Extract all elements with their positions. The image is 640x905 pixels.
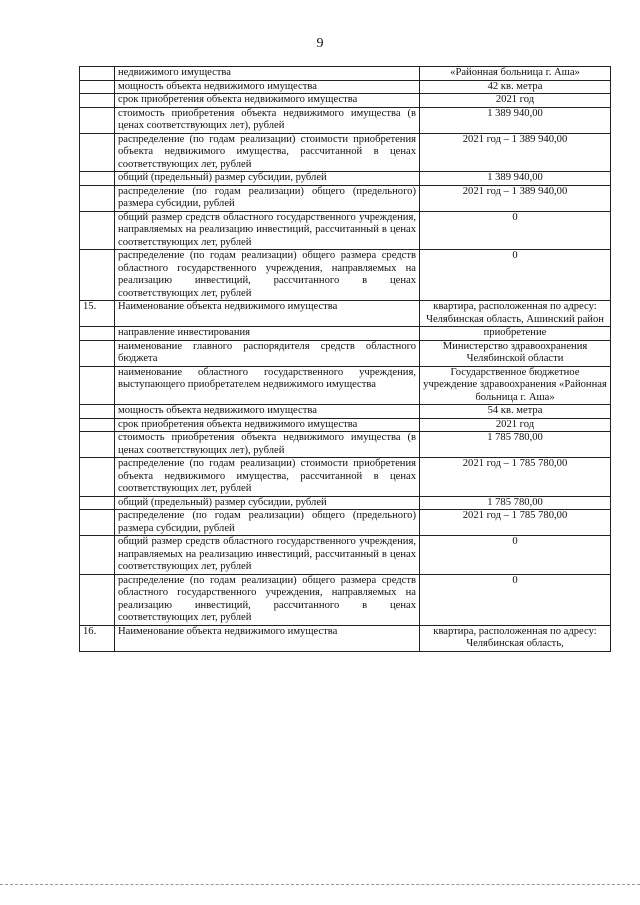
row-value: Министерство здравоохранения Челябинской области [420, 340, 611, 366]
row-value: 1 389 940,00 [420, 172, 611, 186]
row-number [80, 250, 115, 301]
row-number [80, 510, 115, 536]
row-number [80, 107, 115, 133]
table-row [80, 574, 611, 625]
row-value: 2021 год – 1 389 940,00 [420, 133, 611, 172]
row-number [80, 432, 115, 458]
row-number [80, 67, 115, 81]
row-label: наименование областного государственного учреждения, выступающего приобретателем недвижимого имущества [115, 366, 420, 405]
table-row [80, 94, 611, 108]
row-label: распределение (по годам реализации) общего (предельного) размера субсидии, рублей [115, 185, 420, 211]
row-label: распределение (по годам реализации) общего размера средств областного государственного учреждения, направляемых на реализацию инвестиций, рассчитанного в ценах соответствующих лет, рублей [115, 574, 420, 625]
row-number [80, 185, 115, 211]
row-label: стоимость приобретения объекта недвижимого имущества (в ценах соответствующих лет), рублей [115, 107, 420, 133]
row-value: 0 [420, 250, 611, 301]
row-label: общий размер средств областного государственного учреждения, направляемых на реализацию инвестиций, рассчитанный в ценах соответствующих лет, рублей [115, 211, 420, 250]
row-label: стоимость приобретения объекта недвижимого имущества (в ценах соответствующих лет), рублей [115, 432, 420, 458]
table-row [80, 625, 611, 651]
table-row [80, 496, 611, 510]
row-number [80, 496, 115, 510]
row-number [80, 80, 115, 94]
row-value: приобретение [420, 327, 611, 341]
row-label: общий размер средств областного государственного учреждения, направляемых на реализацию инвестиций, рассчитанный в ценах соответствующих лет, рублей [115, 536, 420, 575]
table-row [80, 133, 611, 172]
row-number: 15. [80, 301, 115, 327]
table-row [80, 536, 611, 575]
scan-edge-divider [0, 884, 640, 885]
row-label: срок приобретения объекта недвижимого имущества [115, 94, 420, 108]
row-number [80, 211, 115, 250]
row-value: 2021 год – 1 785 780,00 [420, 458, 611, 497]
row-value: 0 [420, 574, 611, 625]
row-value: «Районная больница г. Аша» [420, 67, 611, 81]
row-label: направление инвестирования [115, 327, 420, 341]
table-row [80, 80, 611, 94]
table-row [80, 405, 611, 419]
table-row [80, 250, 611, 301]
row-label: срок приобретения объекта недвижимого имущества [115, 418, 420, 432]
row-number [80, 133, 115, 172]
table-row [80, 172, 611, 186]
table-row [80, 301, 611, 327]
investment-objects-table [79, 66, 611, 652]
row-label: мощность объекта недвижимого имущества [115, 80, 420, 94]
row-number [80, 94, 115, 108]
row-value: 2021 год [420, 94, 611, 108]
row-label: общий (предельный) размер субсидии, рублей [115, 172, 420, 186]
table-row [80, 327, 611, 341]
table-row [80, 432, 611, 458]
row-value: Государственное бюджетное учреждение здравоохранения «Районная больница г. Аша» [420, 366, 611, 405]
row-number [80, 536, 115, 575]
row-value: 2021 год [420, 418, 611, 432]
row-number [80, 458, 115, 497]
table-body [80, 67, 611, 652]
table-row [80, 185, 611, 211]
row-number [80, 366, 115, 405]
row-number [80, 574, 115, 625]
row-label: общий (предельный) размер субсидии, рублей [115, 496, 420, 510]
table-row [80, 458, 611, 497]
row-number [80, 172, 115, 186]
row-value: 1 389 940,00 [420, 107, 611, 133]
row-value: 42 кв. метра [420, 80, 611, 94]
row-number [80, 418, 115, 432]
page-number: 9 [316, 36, 324, 51]
row-label: наименование главного распорядителя средств областного бюджета [115, 340, 420, 366]
row-label: Наименование объекта недвижимого имущества [115, 625, 420, 651]
table-row [80, 418, 611, 432]
row-label: распределение (по годам реализации) стоимости приобретения объекта недвижимого имущества, рассчитанной в ценах соответствующих лет, рублей [115, 458, 420, 497]
row-number: 16. [80, 625, 115, 651]
table-row [80, 366, 611, 405]
row-value: 0 [420, 536, 611, 575]
table-row [80, 67, 611, 81]
row-label: распределение (по годам реализации) стоимости приобретения объекта недвижимого имущества, рассчитанной в ценах соответствующих лет, рублей [115, 133, 420, 172]
row-number [80, 327, 115, 341]
row-label: мощность объекта недвижимого имущества [115, 405, 420, 419]
row-value: квартира, расположенная по адресу: Челябинская область, Ашинский район [420, 301, 611, 327]
row-value: 0 [420, 211, 611, 250]
table-row [80, 107, 611, 133]
table-row [80, 510, 611, 536]
row-value: 1 785 780,00 [420, 432, 611, 458]
table-row [80, 340, 611, 366]
row-label: недвижимого имущества [115, 67, 420, 81]
row-value: 2021 год – 1 389 940,00 [420, 185, 611, 211]
row-number [80, 405, 115, 419]
row-value: 1 785 780,00 [420, 496, 611, 510]
row-label: Наименование объекта недвижимого имущества [115, 301, 420, 327]
table-row [80, 211, 611, 250]
row-label: распределение (по годам реализации) общего (предельного) размера субсидии, рублей [115, 510, 420, 536]
row-value: 54 кв. метра [420, 405, 611, 419]
row-label: распределение (по годам реализации) общего размера средств областного государственного учреждения, направляемых на реализацию инвестиций, рассчитанного в ценах соответствующих лет, рублей [115, 250, 420, 301]
row-number [80, 340, 115, 366]
row-value: 2021 год – 1 785 780,00 [420, 510, 611, 536]
row-value: квартира, расположенная по адресу: Челябинская область, [420, 625, 611, 651]
